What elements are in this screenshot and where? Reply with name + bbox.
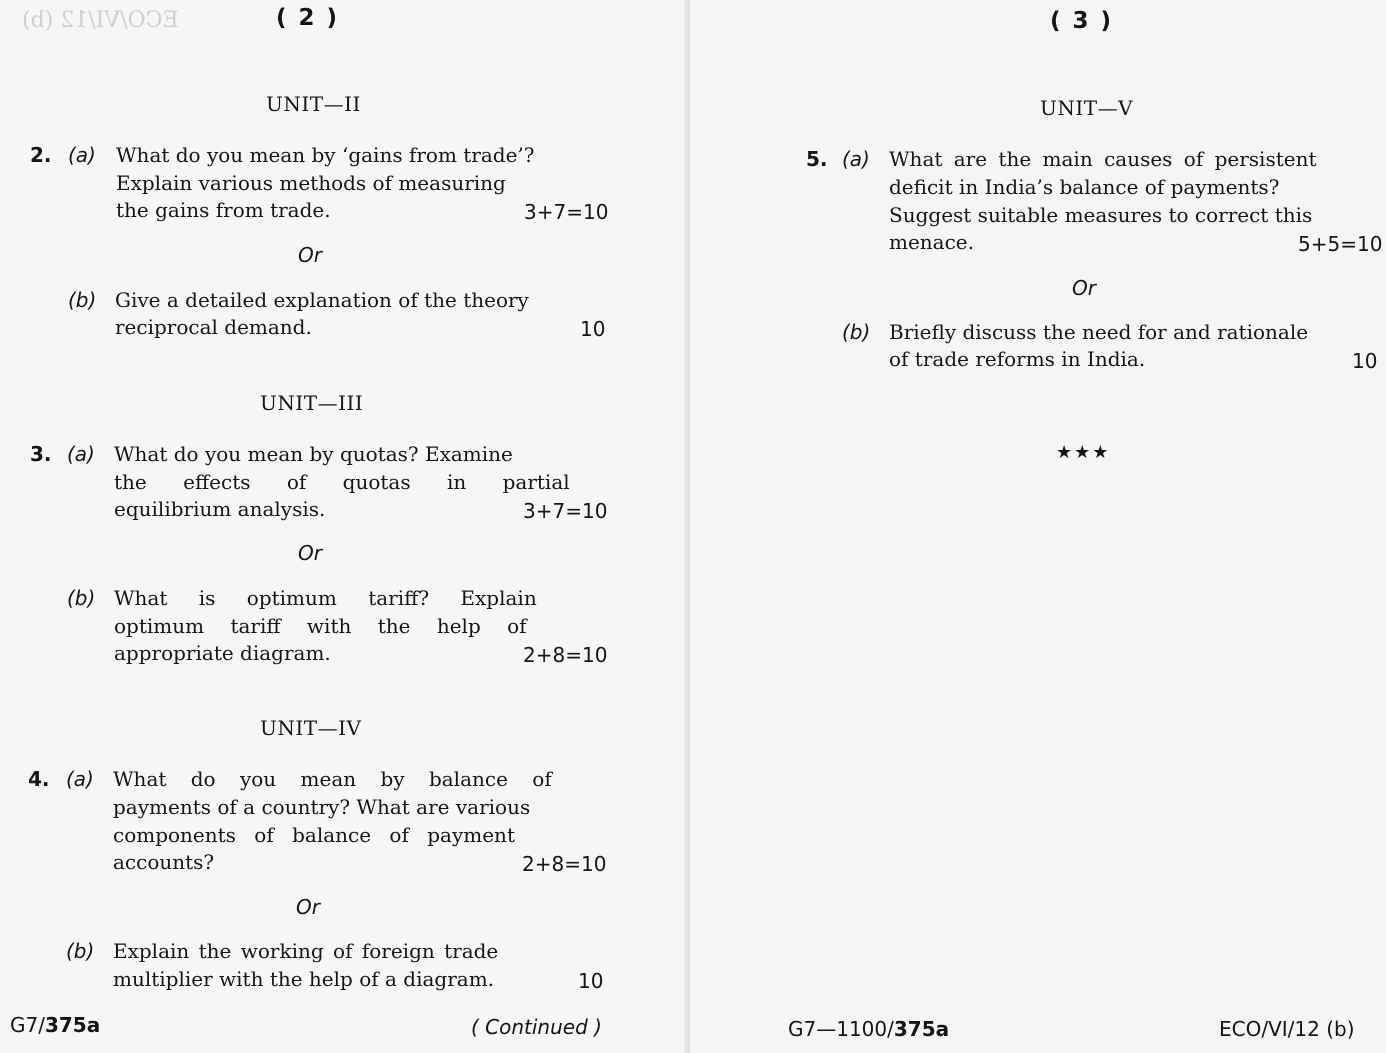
marks: 2+8=10 xyxy=(522,852,607,876)
question-text-line: appropriate diagram. xyxy=(114,641,331,665)
or-separator: Or xyxy=(1072,276,1096,300)
left-page xyxy=(0,0,690,1053)
question-text-line: deficit in India’s balance of payments? xyxy=(889,175,1280,199)
question-text-line: multiplier with the help of a diagram. xyxy=(113,967,495,991)
footer-code-prefix: G7/ xyxy=(10,1013,45,1037)
footer-code xyxy=(788,1017,949,1041)
footer-code-prefix: G7—1100/ xyxy=(788,1017,894,1041)
footer-code-bold: 375a xyxy=(893,1017,950,1041)
or-separator: Or xyxy=(298,243,322,267)
part-label: (a) xyxy=(66,767,94,791)
question-number: 3. xyxy=(30,442,52,466)
marks: 10 xyxy=(1352,349,1378,373)
question-text-line: optimum tariff with the help of xyxy=(114,614,527,638)
question-text-line: What do you mean by quotas? Examine xyxy=(114,442,513,466)
question-text-line: What are the main causes of persistent xyxy=(889,147,1317,171)
question-text-line: What is optimum tariff? Explain xyxy=(114,586,537,610)
question-number: 5. xyxy=(806,147,828,171)
end-stars: ★★★ xyxy=(1056,442,1111,463)
marks: 10 xyxy=(578,969,604,993)
part-label: (b) xyxy=(67,586,96,610)
question-text-line: components of balance of payment xyxy=(113,823,515,847)
question-text-line: the gains from trade. xyxy=(116,198,331,222)
marks: 5+5=10 xyxy=(1298,232,1383,256)
page-number: ( 3 ) xyxy=(1050,8,1114,34)
question-text-line: the effects of quotas in partial xyxy=(114,470,570,494)
question-text-line: payments of a country? What are various xyxy=(113,795,531,819)
question-text-line: of trade reforms in India. xyxy=(889,347,1146,371)
bleed-through-header: ECO/VI/12 (b) xyxy=(22,8,179,33)
question-number: 4. xyxy=(28,767,50,791)
or-separator: Or xyxy=(298,541,322,565)
footer-code-bold: 375a xyxy=(44,1013,101,1037)
continued-note: ( Continued ) xyxy=(471,1015,602,1039)
marks: 2+8=10 xyxy=(523,643,608,667)
question-text-line: equilibrium analysis. xyxy=(114,497,326,521)
question-text-line: reciprocal demand. xyxy=(115,315,312,339)
question-text-line: What do you mean by ‘gains from trade’? xyxy=(116,143,535,167)
unit-heading: UNIT—IV xyxy=(260,716,362,740)
part-label: (a) xyxy=(67,442,95,466)
question-text-line: Explain various methods of measuring xyxy=(116,171,506,195)
question-number: 2. xyxy=(30,143,52,167)
part-label: (a) xyxy=(68,143,96,167)
question-text-line: accounts? xyxy=(113,850,215,874)
marks: 3+7=10 xyxy=(523,499,608,523)
part-label: (a) xyxy=(842,147,870,171)
footer-code xyxy=(10,1013,100,1037)
marks: 3+7=10 xyxy=(524,200,609,224)
question-text-line: Briefly discuss the need for and rationale xyxy=(889,320,1309,344)
part-label: (b) xyxy=(68,288,97,312)
question-text-line: Give a detailed explanation of the theory xyxy=(115,288,529,312)
question-text-line: Explain the working of foreign trade xyxy=(113,939,499,963)
right-page xyxy=(690,0,1386,1053)
question-text-line: What do you mean by balance of xyxy=(113,767,552,791)
page-number: ( 2 ) xyxy=(276,5,340,31)
marks: 10 xyxy=(580,317,606,341)
part-label: (b) xyxy=(66,939,95,963)
unit-heading: UNIT—V xyxy=(1040,96,1134,120)
paper-code: ECO/VI/12 (b) xyxy=(1219,1017,1355,1041)
or-separator: Or xyxy=(296,895,320,919)
part-label: (b) xyxy=(842,320,871,344)
question-text-line: Suggest suitable measures to correct this xyxy=(889,203,1313,227)
question-text-line: menace. xyxy=(889,230,974,254)
unit-heading: UNIT—III xyxy=(260,391,364,415)
unit-heading: UNIT—II xyxy=(266,92,361,116)
